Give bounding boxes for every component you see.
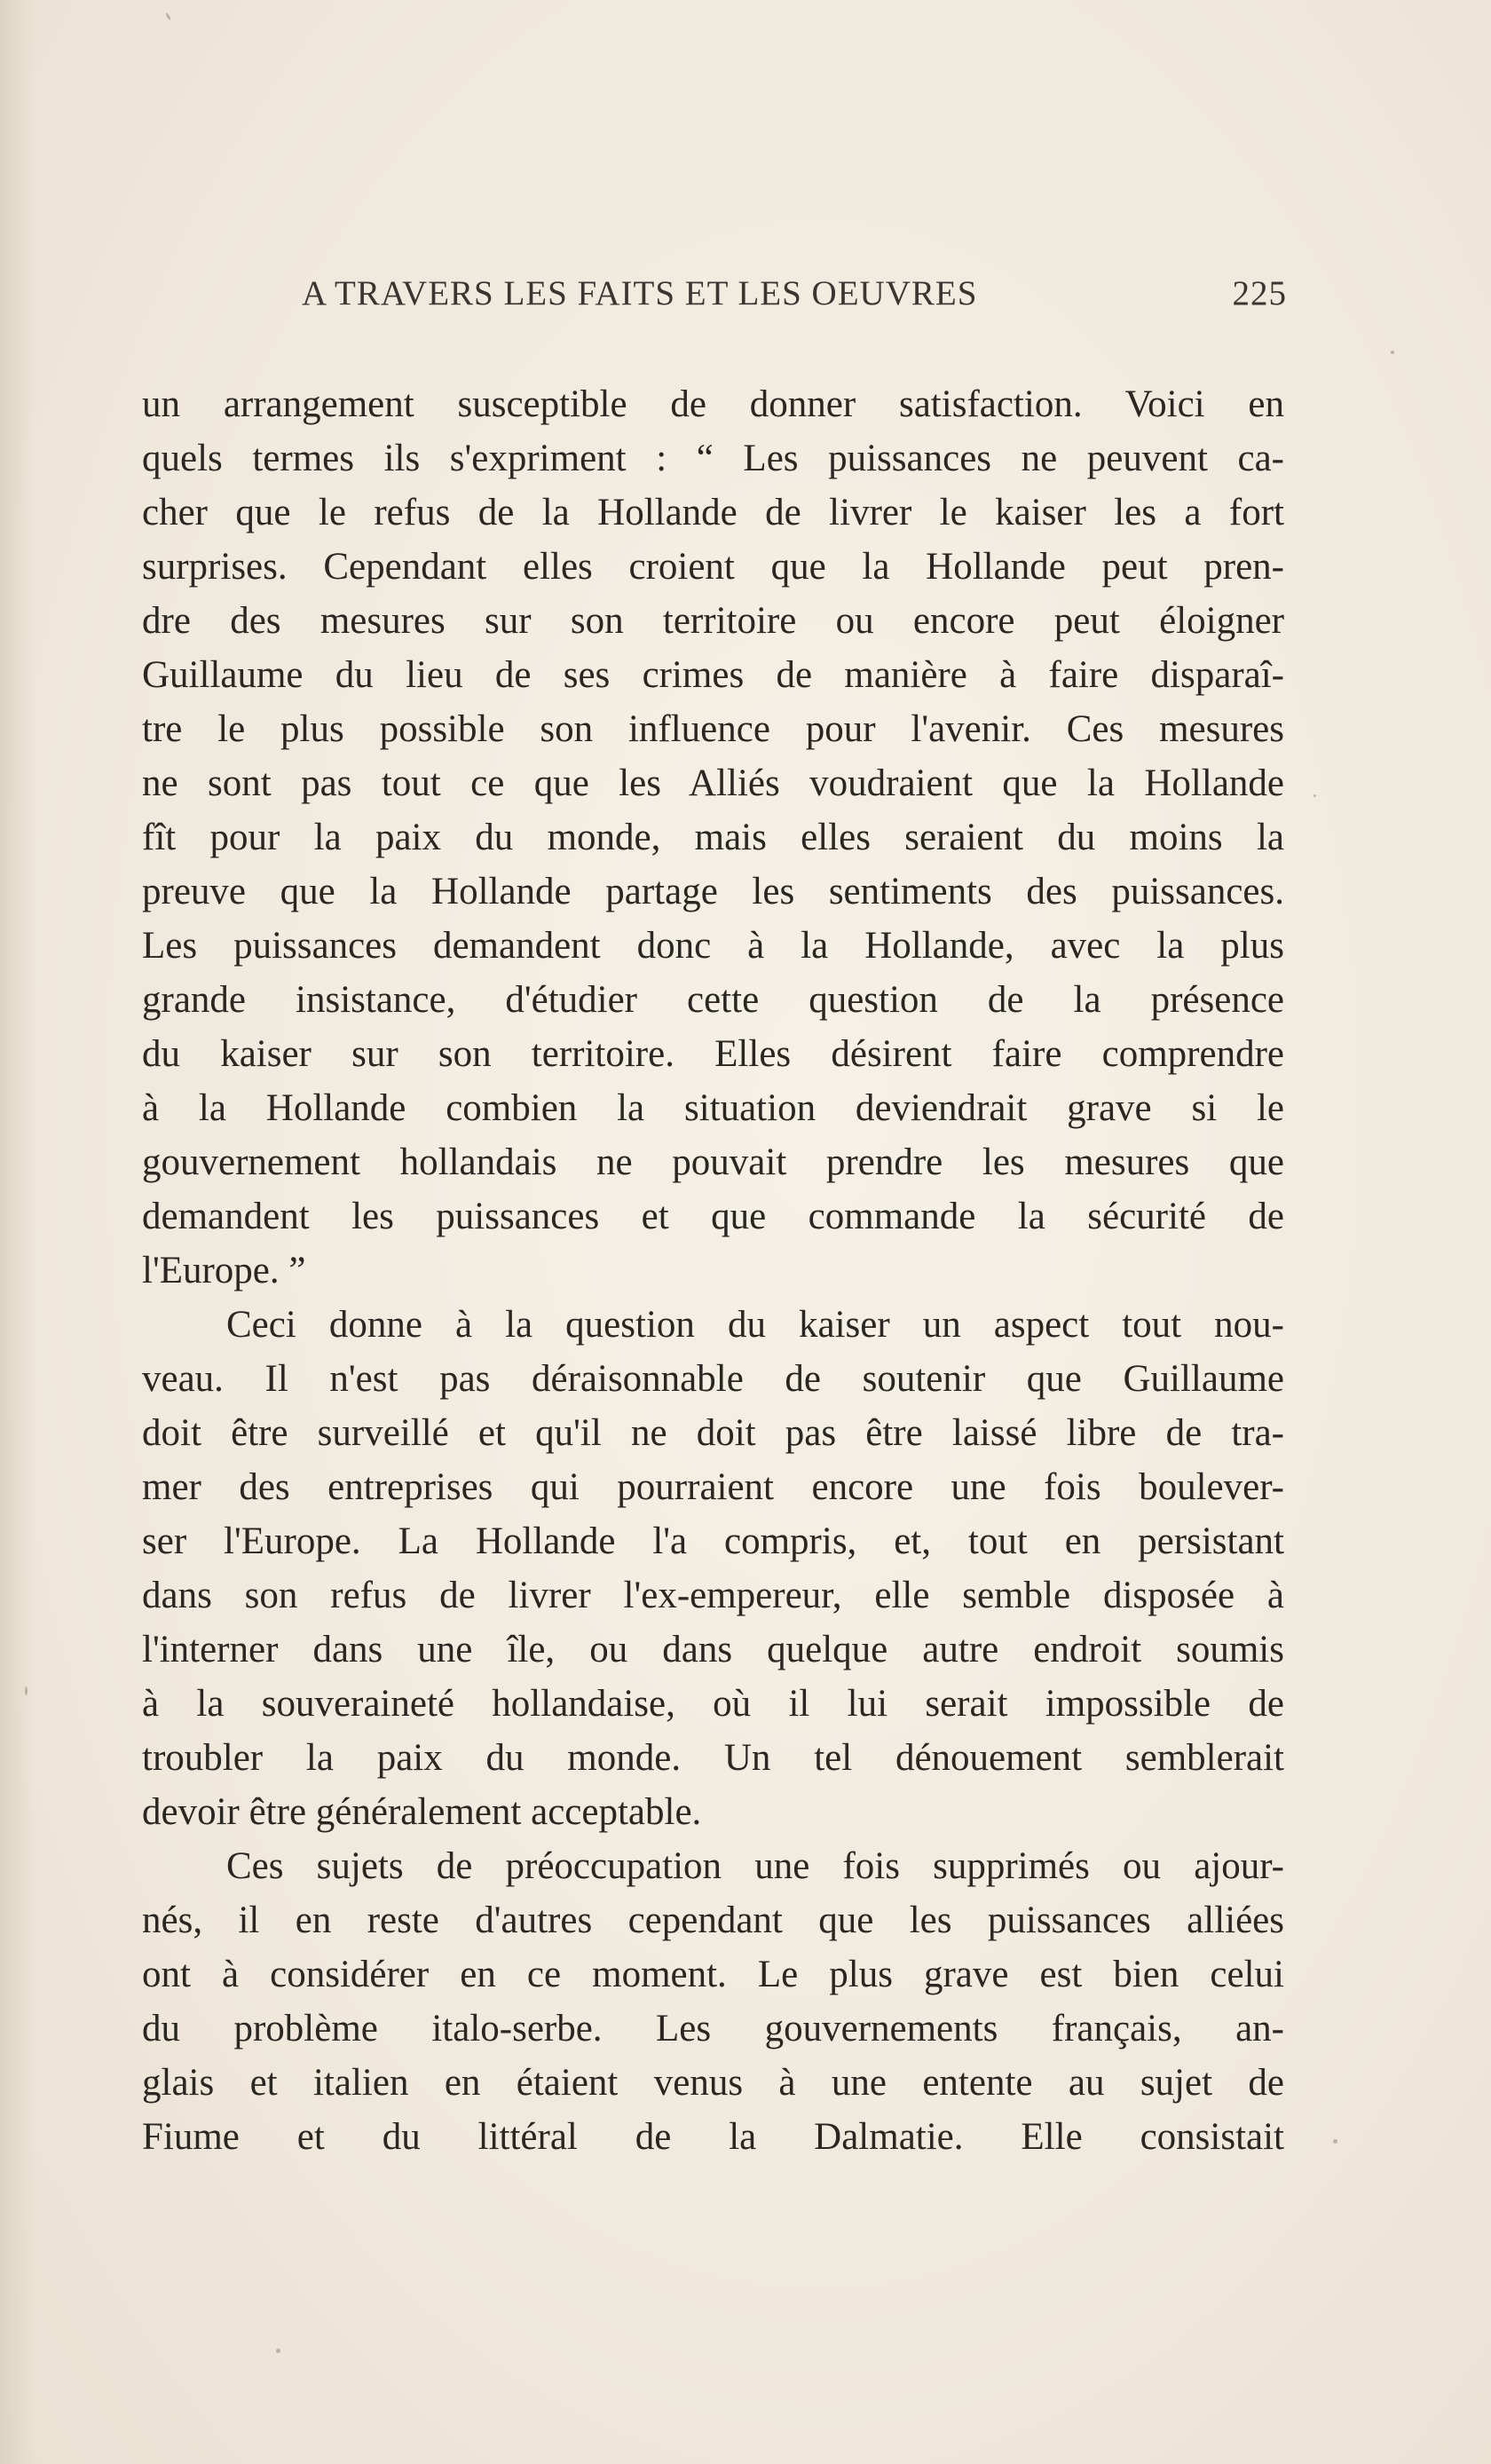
- text-line: Fiume et du littéral de la Dalmatie. Elle consistait: [142, 2116, 1284, 2158]
- text-line: un arrangement susceptible de donner satisfaction. Voici en: [142, 383, 1284, 425]
- running-header: [302, 273, 1287, 327]
- body-text: [142, 377, 1284, 2164]
- text-line: du kaiser sur son territoire. Elles désirent faire comprendre: [142, 1033, 1284, 1075]
- paper-speck: [1333, 2139, 1337, 2144]
- text-line: tre le plus possible son influence pour l'avenir. Ces mesures: [142, 708, 1284, 750]
- text-line: dans son refus de livrer l'ex-empereur, elle semble disposée à: [142, 1575, 1284, 1616]
- paper-speck: [1314, 794, 1316, 797]
- text-line: cher que le refus de la Hollande de livrer le kaiser les a fort: [142, 492, 1284, 533]
- text-line: ne sont pas tout ce que les Alliés voudraient que la Hollande: [142, 762, 1284, 804]
- text-line: fît pour la paix du monde, mais elles seraient du moins la: [142, 817, 1284, 858]
- text-line: dre des mesures sur son territoire ou encore peut éloigner: [142, 600, 1284, 642]
- text-line: Les puissances demandent donc à la Hollande, avec la plus: [142, 925, 1284, 967]
- page-number: 225: [1232, 274, 1287, 312]
- text-line: devoir être généralement acceptable.: [142, 1791, 702, 1833]
- text-line: surprises. Cependant elles croient que la Hollande peut pren-: [142, 546, 1284, 588]
- text-line: doit être surveillé et qu'il ne doit pas être laissé libre de tra-: [142, 1412, 1284, 1454]
- paper-speck: [25, 1686, 28, 1695]
- text-line: nés, il en reste d'autres cependant que les puissances alliées: [142, 1899, 1284, 1941]
- text-line: à la Hollande combien la situation deviendrait grave si le: [142, 1087, 1284, 1129]
- text-line: Ces sujets de préoccupation une fois supprimés ou ajour-: [226, 1845, 1284, 1887]
- text-line: demandent les puissances et que commande la sécurité de: [142, 1196, 1284, 1237]
- text-line: preuve que la Hollande partage les sentiments des puissances.: [142, 871, 1284, 912]
- page-gutter-shadow: [0, 0, 36, 2464]
- text-line: grande insistance, d'étudier cette question de la présence: [142, 979, 1284, 1021]
- text-line: du problème italo-serbe. Les gouvernements français, an-: [142, 2008, 1284, 2049]
- text-line: troubler la paix du monde. Un tel dénouement semblerait: [142, 1737, 1284, 1779]
- paper-speck: [165, 12, 171, 20]
- paper-speck: [276, 2349, 280, 2353]
- text-line: l'Europe. ”: [142, 1250, 306, 1291]
- text-line: ont à considérer en ce moment. Le plus grave est bien celui: [142, 1954, 1284, 1995]
- text-line: gouvernement hollandais ne pouvait prendre les mesures que: [142, 1141, 1284, 1183]
- running-header-title: A TRAVERS LES FAITS ET LES OEUVRES: [302, 274, 978, 312]
- text-line: quels termes ils s'expriment : “ Les puissances ne peuvent ca-: [142, 438, 1284, 479]
- text-line: veau. Il n'est pas déraisonnable de soutenir que Guillaume: [142, 1358, 1284, 1400]
- text-line: mer des entreprises qui pourraient encore une fois boulever-: [142, 1466, 1284, 1508]
- text-line: Guillaume du lieu de ses crimes de manière à faire disparaî-: [142, 654, 1284, 696]
- text-line: l'interner dans une île, ou dans quelque autre endroit soumis: [142, 1629, 1284, 1670]
- text-line: à la souveraineté hollandaise, où il lui serait impossible de: [142, 1683, 1284, 1725]
- paper-speck: [1391, 351, 1394, 354]
- text-line: Ceci donne à la question du kaiser un aspect tout nou-: [226, 1304, 1284, 1346]
- text-line: glais et italien en étaient venus à une entente au sujet de: [142, 2062, 1284, 2104]
- text-line: ser l'Europe. La Hollande l'a compris, et, tout en persistant: [142, 1520, 1284, 1562]
